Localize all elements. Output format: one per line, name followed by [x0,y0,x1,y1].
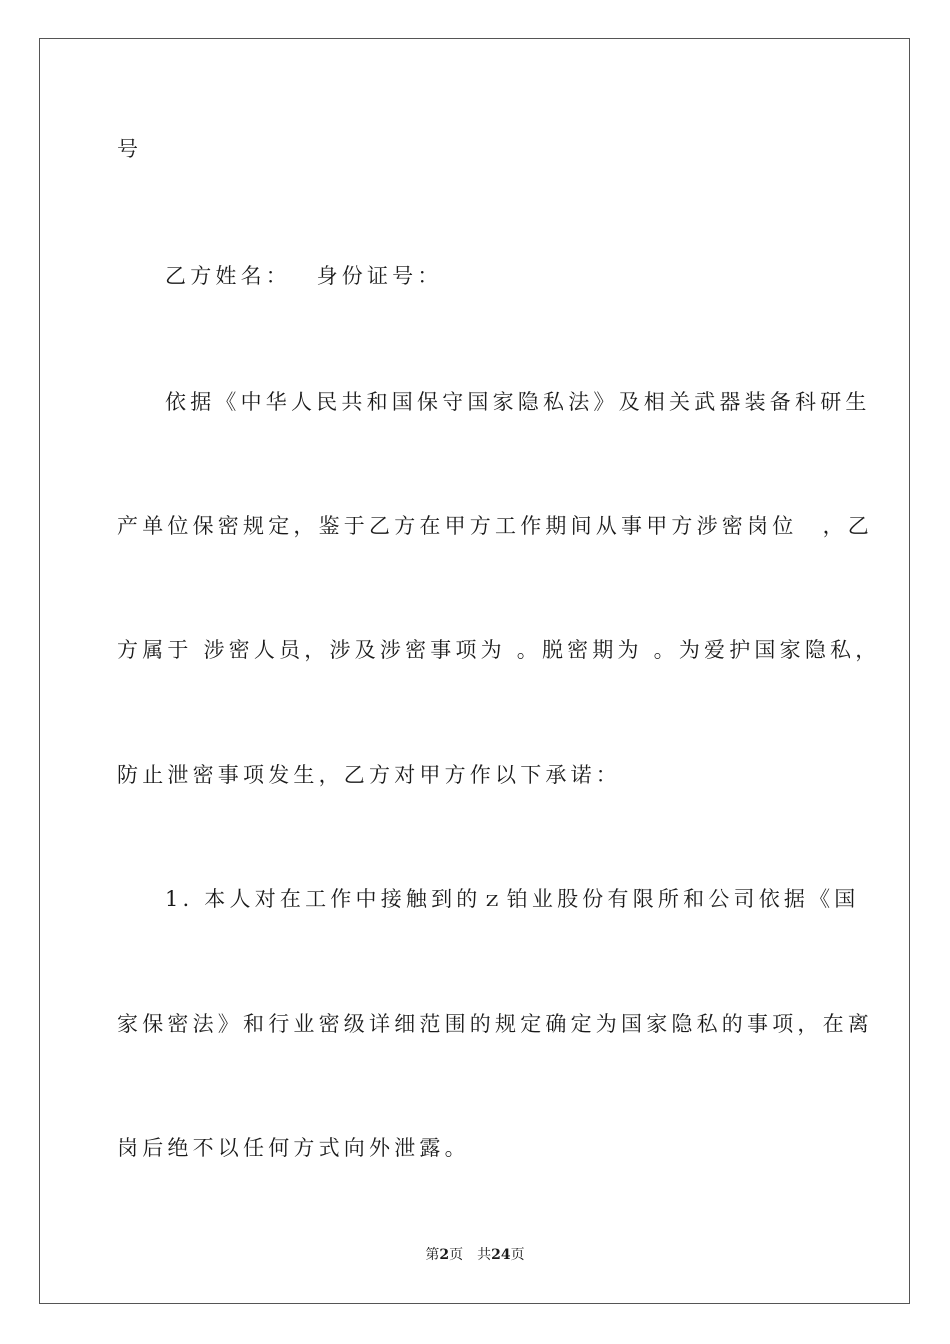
footer-total-pages: 24 [491,1247,511,1263]
footer-page-suffix: 页 [449,1247,464,1263]
text-line-4: 产单位保密规定，鉴于乙方在甲方工作期间从事甲方涉密岗位 ，乙 [117,514,873,538]
text-line-5: 方属于 涉密人员，涉及涉密事项为 。脱密期为 。为爱护国家隐私， [117,638,881,662]
text-line-2: 乙方姓名： 身份证号： [165,264,443,288]
text-line-3: 依据《中华人民共和国保守国家隐私法》及相关武器装备科研生 [165,390,871,414]
text-line-9: 岗后绝不以任何方式向外泄露。 [117,1136,470,1160]
text-line-6: 防止泄密事项发生，乙方对甲方作以下承诺： [117,763,621,787]
page-border [39,38,910,1304]
page-footer [0,1246,950,1264]
footer-page-number: 2 [439,1247,450,1263]
footer-total-prefix: 共 [477,1247,492,1263]
text-line-8: 家保密法》和行业密级详细范围的规定确定为国家隐私的事项，在离 [117,1012,873,1036]
text-line-7: 1. 本人对在工作中接触到的ｚ铂业股份有限所和公司依据《国 [165,887,860,911]
footer-page-prefix: 第 [425,1247,440,1263]
footer-total-suffix: 页 [510,1247,525,1263]
text-line-1: 号 [117,137,143,161]
